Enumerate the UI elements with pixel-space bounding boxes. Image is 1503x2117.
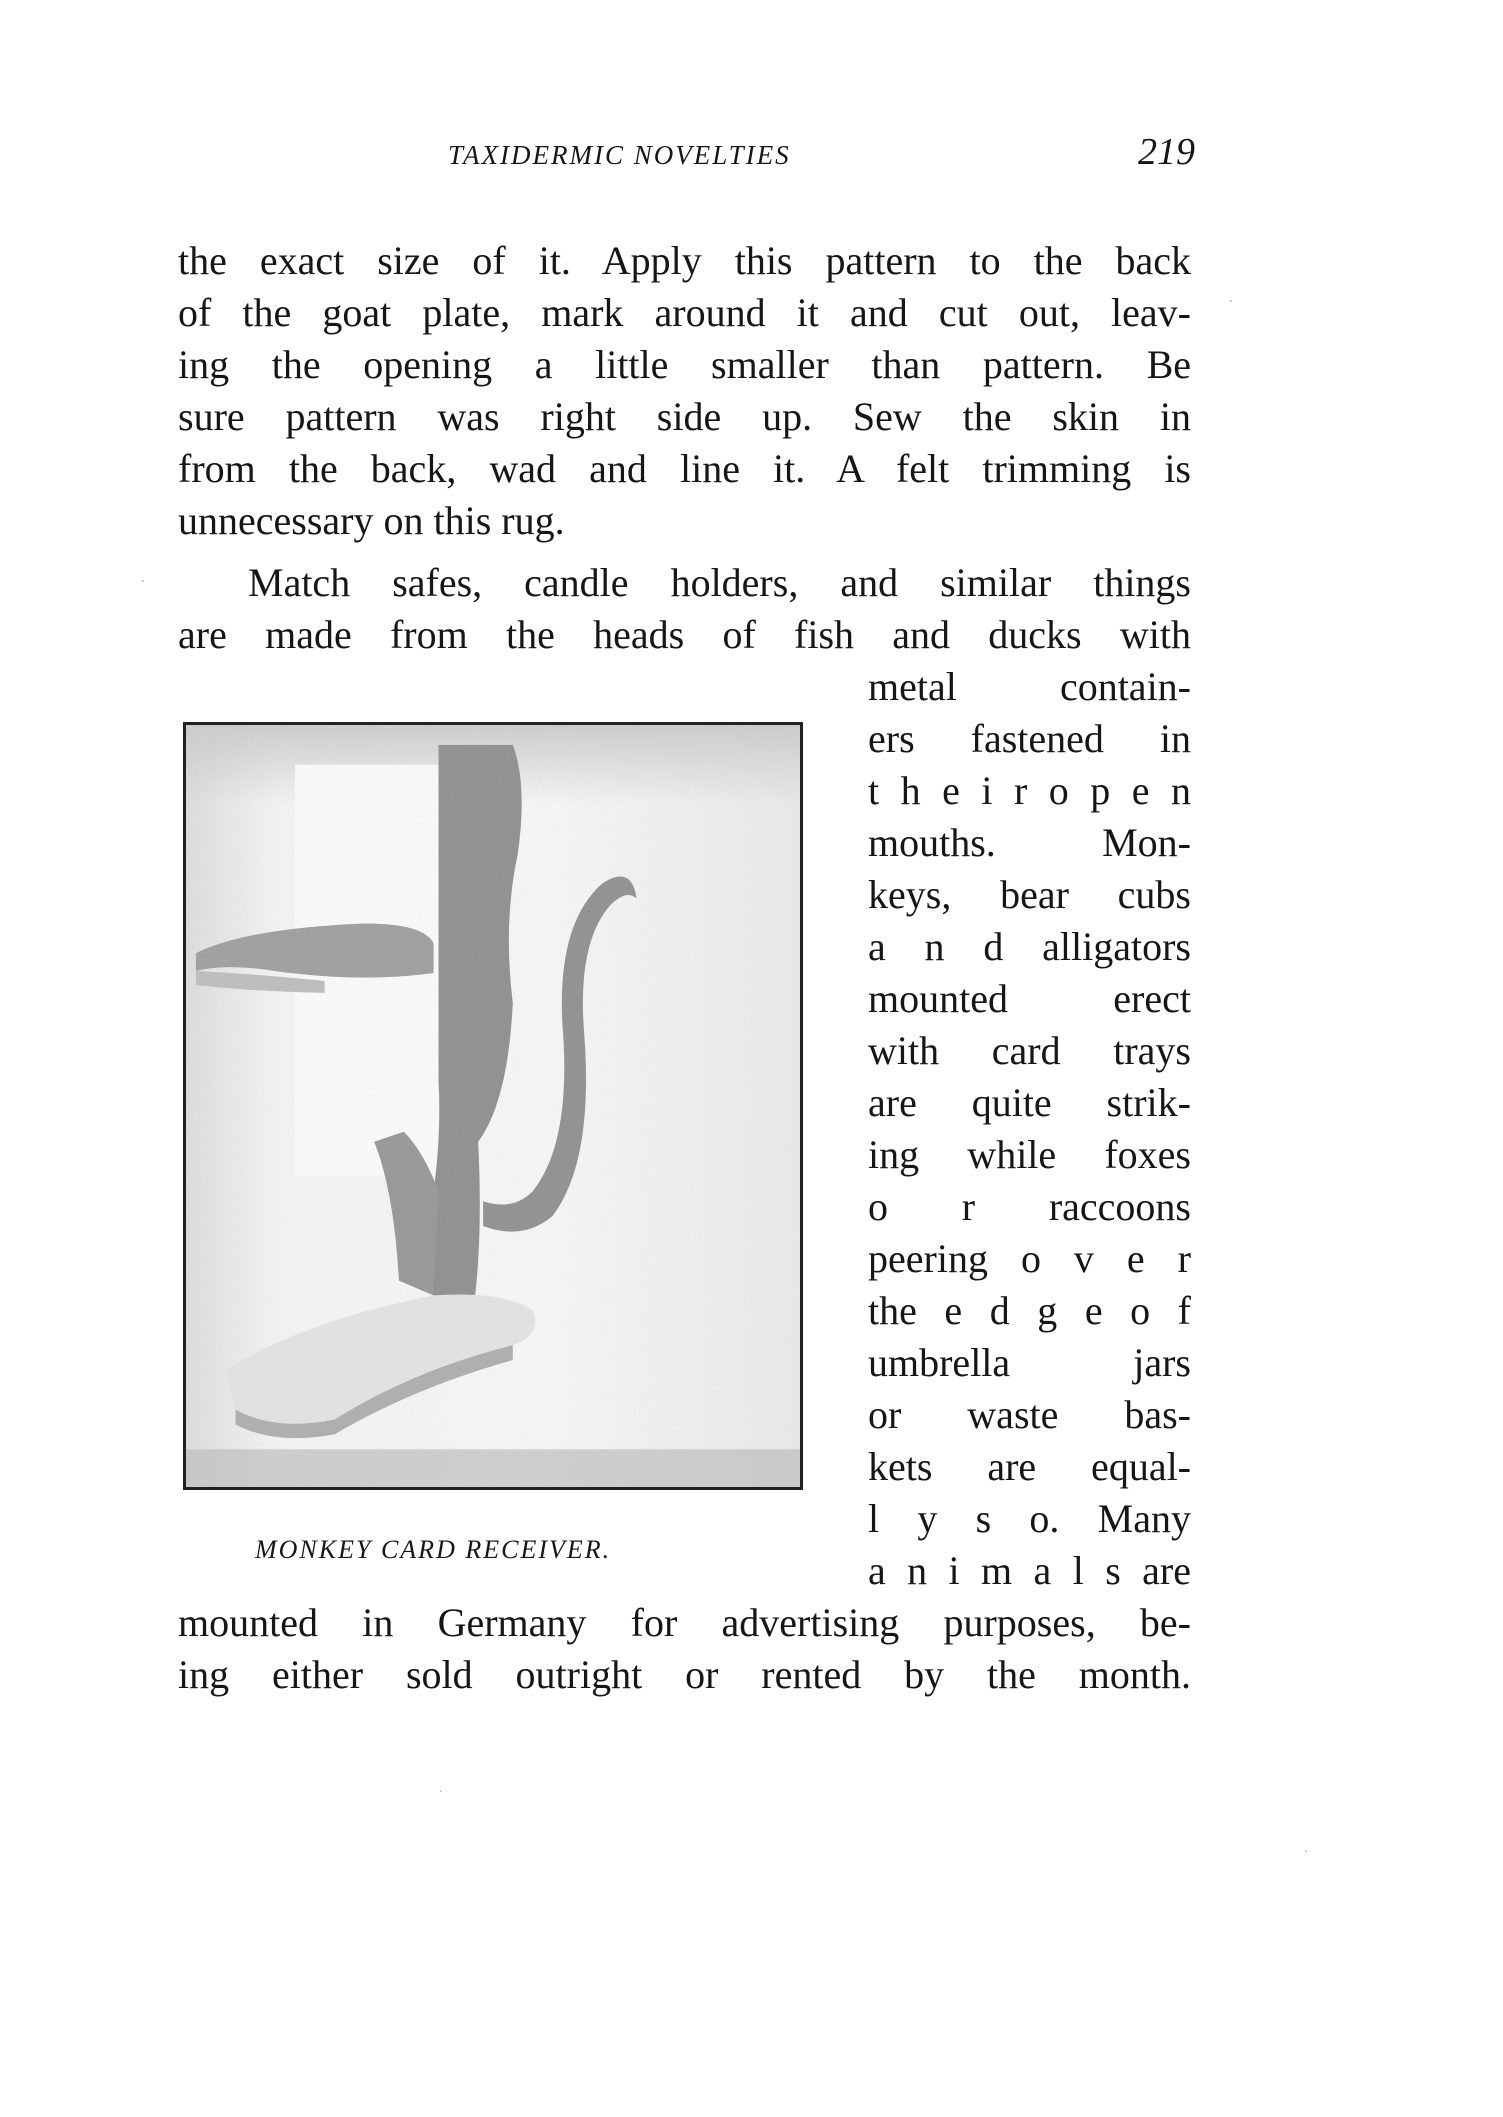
wrap-line: a n i m a l s are	[868, 1548, 1191, 1593]
figure-caption: MONKEY CARD RECEIVER.	[255, 1535, 612, 1564]
text-line: sure pattern was right side up. Sew the skin in	[178, 394, 1191, 439]
running-head	[178, 131, 1203, 176]
text-line: ing either sold outright or rented by the month.	[178, 1652, 1191, 1697]
photo-bottom-edge	[186, 1449, 800, 1487]
wrap-line: metal contain-	[868, 664, 1191, 709]
wrap-line: the e d g e o f	[868, 1288, 1191, 1333]
scan-speck	[440, 1790, 442, 1792]
wrap-line: ers fastened in	[868, 716, 1191, 761]
wrap-line: o r raccoons	[868, 1184, 1191, 1229]
running-title: TAXIDERMIC NOVELTIES	[448, 140, 791, 170]
text-line: unnecessary on this rug.	[178, 498, 565, 543]
text-line: the exact size of it. Apply this pattern to the back	[178, 238, 1191, 283]
scan-speck	[1305, 1850, 1307, 1852]
monkey-card-receiver-photo	[183, 722, 803, 1490]
text-line: mounted in Germany for advertising purposes, be-	[178, 1600, 1191, 1645]
wrap-line: ing while foxes	[868, 1132, 1191, 1177]
scan-speck	[142, 580, 144, 582]
wrap-line: keys, bear cubs	[868, 872, 1191, 917]
text-line: are made from the heads of fish and ducks with	[178, 612, 1191, 657]
wrap-line: are quite strik-	[868, 1080, 1191, 1125]
page-number: 219	[1138, 131, 1195, 173]
wrap-line: peering o v e r	[868, 1236, 1191, 1281]
paragraph-first-line: Match safes, candle holders, and similar things	[248, 560, 1191, 605]
photo-illustration	[186, 725, 800, 1487]
wrap-line: umbrella jars	[868, 1340, 1191, 1385]
wrap-line: mouths. Mon-	[868, 820, 1191, 865]
wrap-line: or waste bas-	[868, 1392, 1191, 1437]
text-line: ing the opening a little smaller than pattern. Be	[178, 342, 1191, 387]
wrap-line: l y s o. Many	[868, 1496, 1191, 1541]
wrap-line: a n d alligators	[868, 924, 1191, 969]
wrap-line: with card trays	[868, 1028, 1191, 1073]
text-line: of the goat plate, mark around it and cut out, leav-	[178, 290, 1191, 335]
halftone-grain	[186, 725, 800, 1487]
scan-speck	[1230, 300, 1232, 302]
wrap-line: kets are equal-	[868, 1444, 1191, 1489]
wrap-line: t h e i r o p e n	[868, 768, 1191, 813]
text-line: from the back, wad and line it. A felt trimming is	[178, 446, 1191, 491]
wrap-line: mounted erect	[868, 976, 1191, 1021]
